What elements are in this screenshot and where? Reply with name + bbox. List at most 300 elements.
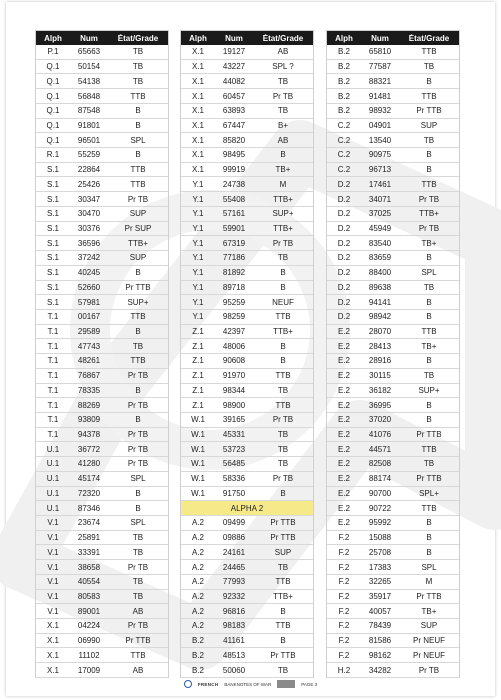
cell-num: 96816 (222, 606, 246, 616)
section-heading-alpha-2: ALPHA 2 (181, 501, 313, 516)
table-row (327, 487, 459, 502)
table-row (36, 398, 168, 413)
cell-num: 32265 (368, 577, 392, 587)
table-body (327, 45, 459, 678)
cell-alph: E.2 (337, 327, 350, 337)
table-row (327, 104, 459, 119)
cell-alph: C.2 (337, 150, 351, 160)
cell-grade: B (280, 268, 286, 278)
cell-num: 81586 (368, 636, 392, 646)
cell-grade: B (135, 327, 141, 337)
table-row (327, 266, 459, 281)
cell-num: 11102 (78, 650, 100, 660)
cell-grade: TB (277, 444, 289, 454)
table-row (327, 281, 459, 296)
table-row (36, 251, 168, 266)
cell-num: 37020 (368, 415, 392, 425)
cell-num: 77993 (222, 577, 246, 587)
table-row (327, 354, 459, 369)
cell-alph: T.1 (47, 385, 59, 395)
cell-grade: Pr TTB (416, 430, 442, 440)
cell-num: 30376 (77, 223, 101, 233)
table-row (181, 89, 313, 104)
table-row (327, 413, 459, 428)
header-grade: État/Grade (408, 33, 450, 43)
cell-num: 39165 (222, 415, 246, 425)
cell-grade: SPL ? (272, 62, 294, 72)
cell-num: 87346 (77, 503, 101, 513)
table-row (36, 119, 168, 134)
cell-alph: A.2 (191, 518, 204, 528)
cell-num: 82508 (368, 459, 392, 469)
cell-num: 36772 (77, 444, 101, 454)
cell-grade: AB (277, 47, 289, 57)
cell-alph: B.2 (337, 91, 350, 101)
cell-grade: B (280, 636, 286, 646)
cell-alph: A.2 (191, 577, 204, 587)
cell-alph: Q.1 (46, 106, 60, 116)
cell-alph: Y.1 (192, 179, 204, 189)
cell-grade: TB (277, 459, 289, 469)
table-row (327, 163, 459, 178)
cell-grade: TTB (275, 621, 291, 631)
cell-grade: M (279, 179, 287, 189)
cell-grade: AB (132, 665, 144, 675)
cell-alph: R.1 (46, 150, 60, 160)
cell-alph: D.2 (337, 297, 351, 307)
cell-alph: X.1 (46, 650, 59, 660)
cell-grade: TTB+ (273, 591, 293, 601)
table-row (36, 457, 168, 472)
cell-alph: Y.1 (192, 312, 204, 322)
cell-num: 56485 (222, 459, 246, 469)
header-alph: Alph (189, 33, 207, 43)
table-row (36, 89, 168, 104)
cell-alph: S.1 (46, 223, 59, 233)
cell-alph: V.1 (47, 591, 59, 601)
cell-alph: Y.1 (192, 268, 204, 278)
cell-alph: P.1 (47, 47, 59, 57)
cell-grade: SUP (420, 120, 438, 130)
cell-num: 45174 (77, 474, 101, 484)
table-row (327, 560, 459, 575)
table-row (327, 457, 459, 472)
table-row (327, 310, 459, 325)
table-row (36, 516, 168, 531)
table-row (36, 177, 168, 192)
cell-num: 88321 (368, 76, 392, 86)
table-row (327, 590, 459, 605)
cell-num: 55259 (77, 150, 101, 160)
cell-alph: X.1 (46, 621, 59, 631)
table-row (181, 222, 313, 237)
cell-num: 99919 (222, 165, 246, 175)
cell-grade: TTB (421, 91, 437, 101)
table-row (36, 222, 168, 237)
cell-alph: D.2 (337, 282, 351, 292)
cell-num: 50154 (77, 62, 101, 72)
cell-num: 24465 (222, 562, 246, 572)
cell-num: 30347 (77, 194, 101, 204)
table-row (36, 648, 168, 663)
cell-num: 38658 (77, 562, 101, 572)
table-row (36, 545, 168, 560)
cell-grade: SUP+ (272, 209, 294, 219)
cell-alph: S.1 (46, 268, 59, 278)
cell-grade: TB (277, 562, 289, 572)
cell-grade: B (426, 518, 432, 528)
cell-alph: B.2 (191, 650, 204, 660)
cell-grade: Pr TTB (416, 474, 442, 484)
cell-num: 88400 (368, 268, 392, 278)
cell-alph: D.2 (337, 223, 351, 233)
table-row (181, 648, 313, 663)
cell-num: 85820 (222, 135, 246, 145)
table-row (36, 207, 168, 222)
cell-alph: U.1 (46, 503, 60, 513)
cell-num: 09886 (222, 533, 246, 543)
cell-grade: TB (423, 62, 435, 72)
cell-alph: X.1 (46, 636, 59, 646)
cell-alph: S.1 (46, 165, 59, 175)
table-row (181, 442, 313, 457)
cell-alph: X.1 (191, 91, 204, 101)
cell-grade: Pr TTB (416, 106, 442, 116)
cell-num: 65810 (368, 47, 392, 57)
table-header (327, 31, 459, 45)
cell-grade: B (135, 150, 141, 160)
cell-grade: Pr TTB (416, 591, 442, 601)
cell-grade: B (135, 385, 141, 395)
cell-alph: F.2 (338, 547, 350, 557)
table-row (327, 177, 459, 192)
cell-grade: SPL (130, 474, 146, 484)
cell-num: 04224 (77, 621, 101, 631)
cell-grade: Pr TB (127, 459, 149, 469)
cell-num: 91801 (77, 120, 101, 130)
cell-alph: T.1 (47, 312, 59, 322)
table-row (36, 148, 168, 163)
cell-num: 98259 (222, 312, 246, 322)
table-row (181, 428, 313, 443)
cell-grade: B (280, 606, 286, 616)
table-row (36, 281, 168, 296)
cell-alph: D.2 (337, 238, 351, 248)
cell-alph: T.1 (47, 371, 59, 381)
cell-num: 77587 (368, 62, 392, 72)
cell-num: 91750 (222, 488, 246, 498)
cell-alph: Q.1 (46, 76, 60, 86)
cell-grade: B (426, 150, 432, 160)
cell-grade: Pr TTB (270, 533, 296, 543)
cell-grade: SUP (129, 253, 147, 263)
cell-grade: B (280, 282, 286, 292)
cell-alph: E.2 (337, 444, 350, 454)
cell-grade: B (426, 415, 432, 425)
table-row (36, 266, 168, 281)
table-row (181, 192, 313, 207)
cell-alph: V.1 (47, 606, 59, 616)
cell-grade: Pr TTB (270, 650, 296, 660)
cell-grade: B (426, 165, 432, 175)
cell-grade: TB (132, 47, 144, 57)
cell-alph: A.2 (191, 621, 204, 631)
table-row (181, 207, 313, 222)
cell-grade: TTB (421, 179, 437, 189)
cell-alph: W.1 (191, 444, 205, 454)
cell-alph: F.2 (338, 562, 350, 572)
cell-num: 44571 (368, 444, 392, 454)
cell-alph: F.2 (338, 577, 350, 587)
cell-alph: S.1 (46, 282, 59, 292)
cell-grade: B (135, 503, 141, 513)
cell-num: 47743 (77, 341, 101, 351)
table-row (327, 236, 459, 251)
cell-num: 40057 (368, 606, 392, 616)
cell-alph: V.1 (47, 533, 59, 543)
table-row (327, 531, 459, 546)
table-row (181, 575, 313, 590)
cell-num: 50060 (222, 665, 246, 675)
cell-alph: D.2 (337, 179, 351, 189)
cell-grade: SPL (130, 518, 146, 528)
cell-grade: Pr TB (127, 444, 149, 454)
table-row (36, 428, 168, 443)
cell-alph: C.2 (337, 165, 351, 175)
cell-alph: Y.1 (192, 209, 204, 219)
footer-tagline: BANKNOTES OF WAR (224, 681, 272, 687)
table-row (327, 663, 459, 678)
cell-num: 56848 (77, 91, 101, 101)
cell-num: 94378 (77, 430, 101, 440)
cell-alph: X.1 (191, 150, 204, 160)
cell-num: 45331 (222, 430, 246, 440)
table-row (36, 295, 168, 310)
cell-num: 58336 (222, 474, 246, 484)
cell-grade: TTB (421, 47, 437, 57)
cell-grade: TB (277, 385, 289, 395)
table-row (181, 148, 313, 163)
cell-alph: B.2 (191, 636, 204, 646)
cell-grade: Pr TTB (125, 636, 151, 646)
cell-grade: TTB+ (273, 194, 293, 204)
table-row (327, 89, 459, 104)
cell-grade: TB (423, 371, 435, 381)
cell-alph: Z.1 (192, 371, 204, 381)
table-row (327, 442, 459, 457)
thumbnail-image (277, 680, 295, 688)
cell-num: 41076 (368, 430, 392, 440)
cell-num: 91970 (222, 371, 246, 381)
table-row (327, 60, 459, 75)
cell-num: 87548 (77, 106, 101, 116)
cell-num: 76867 (77, 371, 101, 381)
cell-alph: E.2 (337, 400, 350, 410)
cell-alph: T.1 (47, 400, 59, 410)
cell-grade: Pr TB (127, 400, 149, 410)
cell-num: 54138 (77, 76, 101, 86)
cell-grade: TB (132, 341, 144, 351)
table-row (181, 560, 313, 575)
cell-num: 36995 (368, 400, 392, 410)
cell-grade: TB (132, 62, 144, 72)
cell-alph: X.1 (191, 76, 204, 86)
cell-grade: B (280, 488, 286, 498)
cell-grade: B (426, 76, 432, 86)
cell-grade: M (425, 577, 433, 587)
cell-num: 17009 (77, 665, 101, 675)
cell-num: 63893 (222, 106, 246, 116)
cell-num: 06990 (77, 636, 101, 646)
cell-alph: S.1 (46, 238, 59, 248)
table-column-1 (35, 30, 169, 678)
cell-grade: Pr TTB (125, 282, 151, 292)
cell-num: 30115 (369, 371, 391, 381)
table-row (181, 354, 313, 369)
cell-num: 36596 (77, 238, 101, 248)
cell-num: 15088 (368, 533, 392, 543)
cell-grade: TB (132, 76, 144, 86)
cell-alph: D.2 (337, 253, 351, 263)
table-row (327, 133, 459, 148)
table-row (181, 545, 313, 560)
cell-alph: Z.1 (192, 356, 204, 366)
cell-num: 17383 (368, 562, 392, 572)
cell-grade: SPL (421, 268, 437, 278)
cell-alph: F.2 (338, 621, 350, 631)
cell-grade: Pr TB (272, 474, 294, 484)
table-row (181, 325, 313, 340)
cell-num: 94141 (368, 297, 392, 307)
cell-grade: TB+ (421, 341, 437, 351)
cell-num: 65663 (77, 47, 101, 57)
cell-alph: B.2 (337, 106, 350, 116)
cell-grade: TTB (275, 400, 291, 410)
cell-alph: A.2 (191, 606, 204, 616)
cell-grade: TB (277, 253, 289, 263)
cell-grade: SUP (420, 621, 438, 631)
cell-alph: E.2 (337, 430, 350, 440)
cell-num: 78439 (368, 621, 392, 631)
cell-num: 98900 (222, 400, 246, 410)
cell-num: 98942 (368, 312, 392, 322)
table-row (36, 604, 168, 619)
table-row (36, 325, 168, 340)
cell-alph: X.1 (191, 106, 204, 116)
cell-alph: X.1 (46, 665, 59, 675)
table-row (327, 295, 459, 310)
cell-alph: Y.1 (192, 297, 204, 307)
table-row (327, 634, 459, 649)
cell-alph: E.2 (337, 474, 350, 484)
cell-num: 48006 (222, 341, 246, 351)
cell-grade: TB (277, 76, 289, 86)
table-body (181, 516, 313, 678)
table-row (181, 163, 313, 178)
header-alph: Alph (44, 33, 62, 43)
table-row (181, 487, 313, 502)
cell-num: 92332 (222, 591, 246, 601)
cell-num: 44082 (222, 76, 246, 86)
cell-alph: S.1 (46, 179, 59, 189)
table-row (327, 575, 459, 590)
cell-alph: D.2 (337, 268, 351, 278)
logo-icon (184, 680, 192, 688)
table-header (181, 31, 313, 45)
cell-grade: SUP (274, 547, 292, 557)
cell-alph: E.2 (337, 385, 350, 395)
table-body (181, 45, 313, 501)
cell-grade: Pr TB (418, 665, 440, 675)
cell-num: 55408 (222, 194, 246, 204)
cell-num: 00167 (77, 312, 101, 322)
table-row (181, 45, 313, 60)
table-row (327, 516, 459, 531)
table-row (36, 163, 168, 178)
cell-grade: Pr TB (127, 430, 149, 440)
table-header (36, 31, 168, 45)
table-row (327, 501, 459, 516)
cell-num: 83659 (368, 253, 392, 263)
cell-num: 96713 (368, 165, 392, 175)
table-row (327, 325, 459, 340)
cell-alph: V.1 (47, 562, 59, 572)
table-row (36, 369, 168, 384)
cell-alph: T.1 (47, 430, 59, 440)
cell-alph: W.1 (191, 415, 205, 425)
table-row (327, 222, 459, 237)
header-grade: État/Grade (262, 33, 304, 43)
cell-alph: H.2 (337, 665, 351, 675)
cell-alph: Z.1 (192, 327, 204, 337)
table-row (36, 590, 168, 605)
cell-grade: TB (132, 591, 144, 601)
cell-alph: E.2 (337, 415, 350, 425)
cell-grade: SPL+ (419, 488, 439, 498)
cell-num: 22864 (77, 165, 101, 175)
cell-grade: TTB (421, 327, 437, 337)
cell-num: 24161 (222, 547, 246, 557)
cell-grade: TTB (421, 503, 437, 513)
cell-alph: X.1 (191, 120, 204, 130)
table-row (327, 74, 459, 89)
cell-alph: A.2 (191, 562, 204, 572)
cell-grade: TTB (130, 91, 146, 101)
table-row (181, 384, 313, 399)
table-row (36, 663, 168, 678)
table-row (181, 266, 313, 281)
table-row (181, 236, 313, 251)
table-row (36, 413, 168, 428)
table-row (327, 119, 459, 134)
header-num: Num (80, 33, 98, 43)
cell-grade: Pr TB (127, 194, 149, 204)
table-row (36, 575, 168, 590)
cell-alph: F.2 (338, 636, 350, 646)
cell-alph: D.2 (337, 209, 351, 219)
table-row (181, 398, 313, 413)
table-row (36, 104, 168, 119)
header-alph: Alph (335, 33, 353, 43)
table-row (181, 310, 313, 325)
cell-alph: Q.1 (46, 120, 60, 130)
cell-grade: B (135, 268, 141, 278)
cell-alph: B.2 (337, 76, 350, 86)
table-row (181, 133, 313, 148)
cell-grade: TTB (130, 312, 146, 322)
cell-alph: S.1 (46, 194, 59, 204)
cell-alph: X.1 (191, 165, 204, 175)
